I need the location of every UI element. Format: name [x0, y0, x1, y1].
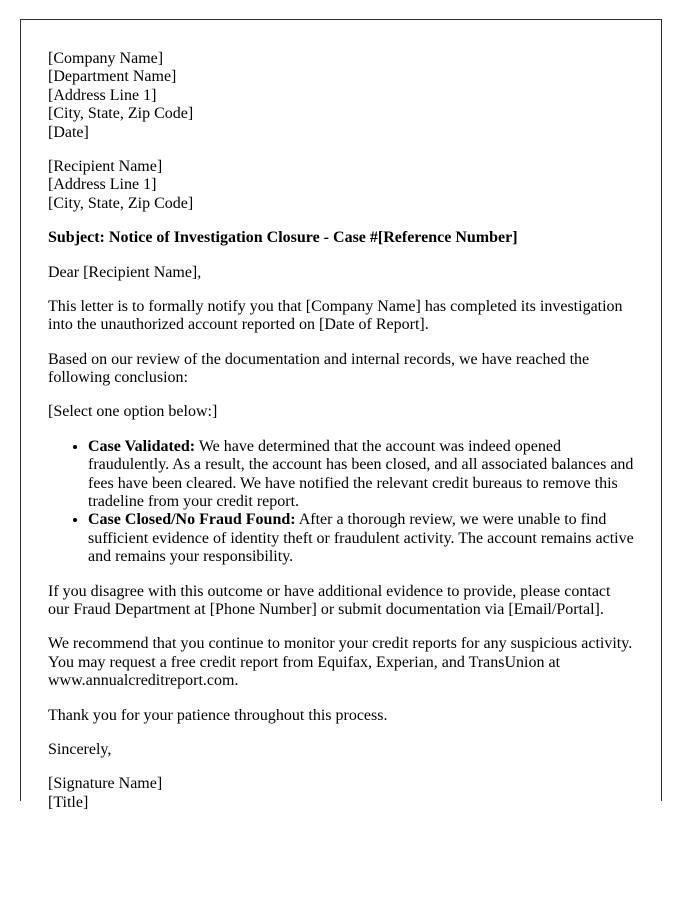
paragraph-thanks: Thank you for your patience throughout this process. — [48, 706, 388, 724]
sender-address-line: [Address Line 1] — [48, 86, 157, 104]
recipient-name-line: [Recipient Name] — [48, 157, 163, 175]
option-body: After a thorough review, we were unable to find sufficient evidence of identity theft or fraudulent activity. The account remains active and remains your responsibility. — [88, 511, 634, 566]
options-intro-note: [Select one option below:] — [48, 403, 218, 421]
signature-name-line: [Signature Name] — [48, 775, 163, 793]
sender-company-line: [Company Name] — [48, 50, 164, 67]
option-case-validated — [88, 438, 634, 512]
paragraph-disagree: If you disagree with this outcome or have additional evidence to provide, please contact our Fraud Department at [Phone Number] or submit documentation via [Email/Portal]. — [48, 582, 611, 618]
paragraph-monitor: We recommend that you continue to monitor your credit reports for any suspicious activity. You may request a free credit report from Equifax, Experian, and TransUnion at www.annualcreditreport.com. — [48, 635, 633, 690]
paragraph-intro: This letter is to formally notify you that [Company Name] has completed its investigation into the unauthorized account reported on [Date of Report]. — [48, 297, 623, 334]
sender-block — [48, 50, 634, 142]
signature-title-line: [Title] — [48, 793, 89, 811]
salutation: Dear [Recipient Name], — [48, 263, 202, 281]
recipient-city-line: [City, State, Zip Code] — [48, 194, 194, 212]
recipient-block — [48, 158, 634, 213]
closing: Sincerely, — [48, 740, 112, 758]
options-list — [48, 438, 634, 567]
signature-block — [48, 775, 634, 812]
option-lead: Case Closed/No Fraud Found: — [88, 511, 296, 529]
sender-date-line: [Date] — [48, 123, 89, 141]
sender-department-line: [Department Name] — [48, 68, 177, 86]
option-body: We have determined that the account was indeed opened fraudulently. As a result, the account has been closed, and all associated balances and fees have been cleared. We have notified the relevant credit bureaus to remove this tradeline from your credit report. — [88, 437, 634, 511]
sender-city-line: [City, State, Zip Code] — [48, 105, 194, 123]
option-case-closed-no-fraud — [88, 511, 634, 566]
letter-page — [20, 19, 662, 811]
option-lead: Case Validated: — [88, 437, 196, 455]
paragraph-review: Based on our review of the documentation and internal records, we have reached the following conclusion: — [48, 350, 590, 387]
subject-line: Subject: Notice of Investigation Closure - Case #[Reference Number] — [48, 229, 518, 247]
page-background — [0, 19, 700, 919]
recipient-address-line: [Address Line 1] — [48, 176, 157, 194]
